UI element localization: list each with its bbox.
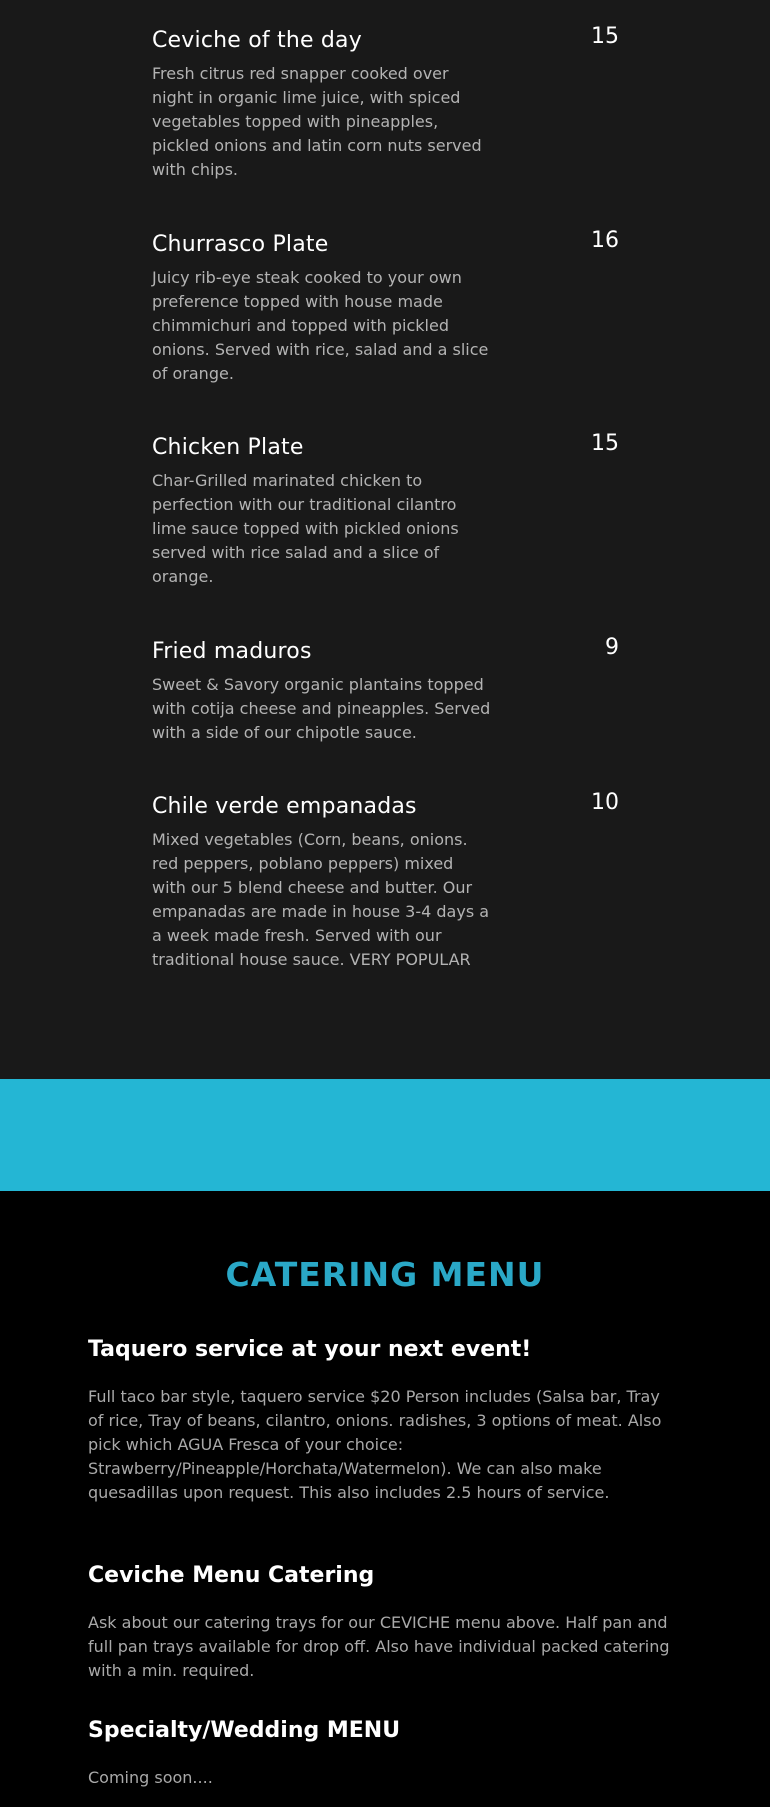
catering-text: Full taco bar style, taquero service $20 Person includes (Salsa bar, Tray of rice, Tray of beans, cilantro, onions. radishes, 3 options of meat. Also pick which AGUA Fresca of your choice: Strawberry/Pineapple/Horchata/Watermelon). We can also make quesadillas upon request. This also includes 2.5 hours of service. [88,1387,662,1502]
catering-section [0,1191,770,1807]
menu-item-price: 16 [591,228,619,253]
menu-item-churrasco [152,230,619,386]
catering-text: Ask about our catering trays for our CEVICHE menu above. Half pan and full pan trays available for drop off. Also have individual packed catering with a min. required. [88,1613,670,1680]
menu-item-price: 10 [591,790,619,815]
catering-block-taquero [88,1335,678,1505]
menu-item-empanadas [152,792,619,972]
menu-item-description: Fresh citrus red snapper cooked over night in organic lime juice, with spiced vegetables topped with pineapples, pickled onions and latin corn nuts served with chips. [152,64,482,179]
menu-item-description: Juicy rib-eye steak cooked to your own preference topped with house made chimmichuri and topped with pickled onions. Served with rice, salad and a slice of orange. [152,268,489,383]
menu-item-description: Char-Grilled marinated chicken to perfection with our traditional cilantro lime sauce topped with pickled onions served with rice salad and a slice of orange. [152,471,459,586]
menu-item-name: Churrasco Plate [152,232,329,257]
catering-block-wedding [88,1716,678,1790]
menu-item-description: Mixed vegetables (Corn, beans, onions. red peppers, poblano peppers) mixed with our 5 blend cheese and butter. Our empanadas are made in house 3-4 days a a week made fresh. Served with our traditional house sauce. VERY POPULAR [152,830,490,969]
menu-item-name: Fried maduros [152,639,312,664]
menu-item-maduros [152,637,619,745]
catering-heading: Specialty/Wedding MENU [88,1718,401,1743]
catering-heading: Ceviche Menu Catering [88,1563,375,1588]
menu-item-price: 9 [605,635,619,660]
menu-item-chicken [152,433,619,589]
menu-item-name: Chile verde empanadas [152,794,417,819]
menu-item-price: 15 [591,431,619,456]
menu-item-ceviche [152,26,619,182]
menu-item-name: Ceviche of the day [152,28,362,53]
catering-block-ceviche [88,1561,678,1683]
menu-item-description: Sweet & Savory organic plantains topped with cotija cheese and pineapples. Served with a side of our chipotle sauce. [152,675,491,742]
catering-title: CATERING MENU [225,1255,545,1294]
menu-item-name: Chicken Plate [152,435,304,460]
catering-heading: Taquero service at your next event! [88,1337,532,1362]
menu-item-price: 15 [591,24,619,49]
catering-text: Coming soon.... [88,1768,213,1787]
accent-band [0,1079,770,1191]
